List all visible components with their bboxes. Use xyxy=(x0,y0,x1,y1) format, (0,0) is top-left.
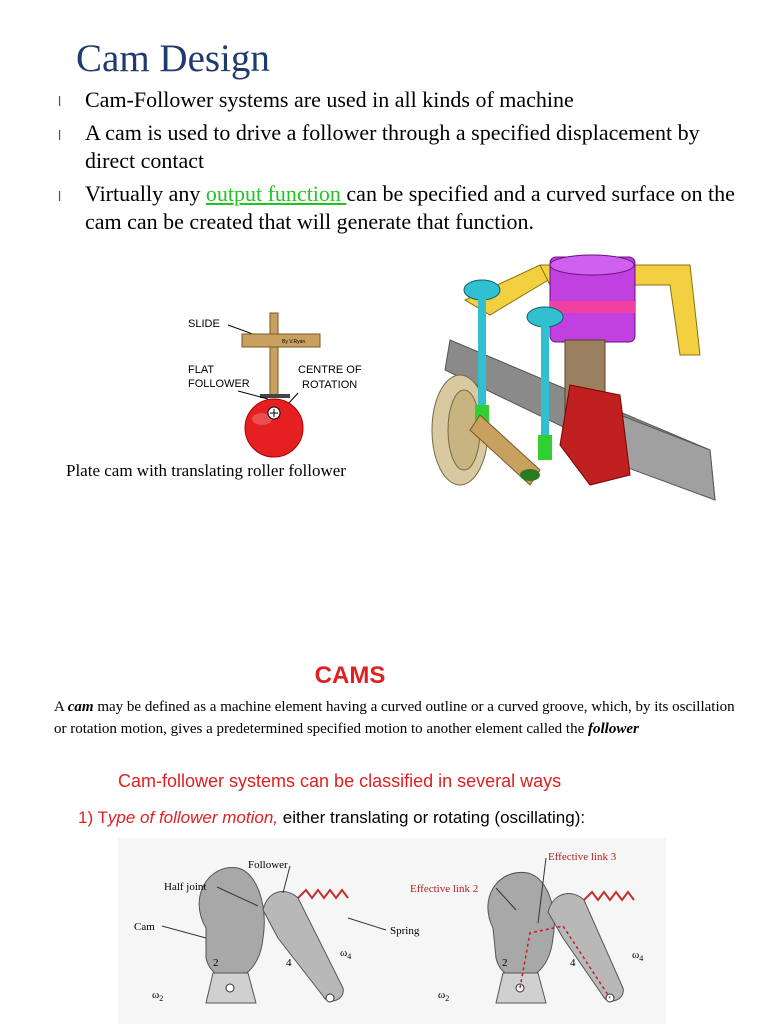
bullet-3-prefix: Virtually any xyxy=(85,181,206,206)
classification-heading: Cam-follower systems can be classified in several ways xyxy=(118,771,562,791)
slide-label: SLIDE xyxy=(188,318,220,330)
plate-cam-diagram xyxy=(180,305,380,460)
piston-ring xyxy=(550,301,635,313)
omega4-symbol-right: ω xyxy=(632,949,640,961)
valve-spring-right xyxy=(538,435,552,460)
cam-body-left xyxy=(199,868,264,979)
bullet-3-suffix: can be specified and a curved surface on the cam can be created that will generate that function. xyxy=(85,181,735,234)
flat-label: FLAT xyxy=(188,364,215,376)
omega4-subscript: 4 xyxy=(347,952,352,961)
omega2-symbol-right: ω xyxy=(438,989,446,1001)
link-4-label-right: 4 xyxy=(570,957,576,969)
valve-stem-left xyxy=(478,295,486,415)
slide-title: Cam Design xyxy=(76,37,270,80)
cam-body-right xyxy=(488,872,554,978)
figure-caption: Plate cam with translating roller follower xyxy=(66,461,346,480)
bullet-1: Cam-Follower systems are used in all kinds of machine xyxy=(85,87,574,112)
follower-pivot-left xyxy=(326,994,334,1002)
follower-label: FOLLOWER xyxy=(188,378,250,390)
link-2-label-right: 2 xyxy=(502,957,508,969)
omega2-subscript-right: 2 xyxy=(445,994,450,1003)
crank xyxy=(560,385,630,485)
camshaft-end xyxy=(620,415,715,500)
credit-label: By V.Ryan xyxy=(282,339,306,345)
type-rest: either translating or rotating (oscillating): xyxy=(278,808,586,827)
centre-label: CENTRE OF xyxy=(298,364,362,376)
bullet-2: A cam is used to drive a follower through a specified displacement by direct contact xyxy=(85,120,700,173)
engine-3d-illustration xyxy=(420,245,720,507)
follower-rod xyxy=(270,313,278,395)
definition-follower-term: follower xyxy=(588,721,639,737)
bullet-marker: l xyxy=(58,93,62,109)
spring-label: Spring xyxy=(390,925,420,937)
type-number: 1) T xyxy=(78,808,108,827)
link-2-label: 2 xyxy=(213,957,219,969)
cam-follower-mechanism-figure xyxy=(118,838,666,1024)
cam-definition xyxy=(54,696,744,740)
definition-part-2: may be defined as a machine element having a curved outline or a curved groove, which, by its oscillation or rotation motion, gives a predetermined specified motion to another element called the xyxy=(54,699,735,737)
half-joint-label: Half joint xyxy=(164,881,207,893)
valve-stem-right xyxy=(541,323,549,443)
flat-follower-plate xyxy=(260,394,290,398)
bullet-marker: l xyxy=(58,188,62,204)
cam-lobe xyxy=(520,469,540,481)
bullet-3 xyxy=(85,180,745,236)
omega2-subscript: 2 xyxy=(159,994,164,1003)
output-function-link[interactable]: output function xyxy=(205,181,347,206)
cam-pivot-left xyxy=(226,984,234,992)
omega4-subscript-right: 4 xyxy=(639,954,644,963)
definition-part-1: A xyxy=(54,699,68,715)
link-4-label: 4 xyxy=(286,957,292,969)
effective-link-3-label: Effective link 3 xyxy=(548,851,617,863)
type-italic: ype of follower motion, xyxy=(107,808,279,827)
rotation-label: ROTATION xyxy=(302,379,358,391)
piston-top xyxy=(550,255,634,275)
cams-heading: CAMS xyxy=(314,662,386,689)
follower-label: Follower xyxy=(248,859,288,871)
slide-block xyxy=(242,334,320,347)
omega2-symbol: ω xyxy=(152,989,160,1001)
cam-label: Cam xyxy=(134,921,155,933)
bullet-marker: l xyxy=(58,127,62,143)
follower-motion-type xyxy=(78,808,585,828)
omega4-symbol: ω xyxy=(340,947,348,959)
definition-cam-term: cam xyxy=(67,699,94,715)
effective-link-2-label: Effective link 2 xyxy=(410,883,479,895)
